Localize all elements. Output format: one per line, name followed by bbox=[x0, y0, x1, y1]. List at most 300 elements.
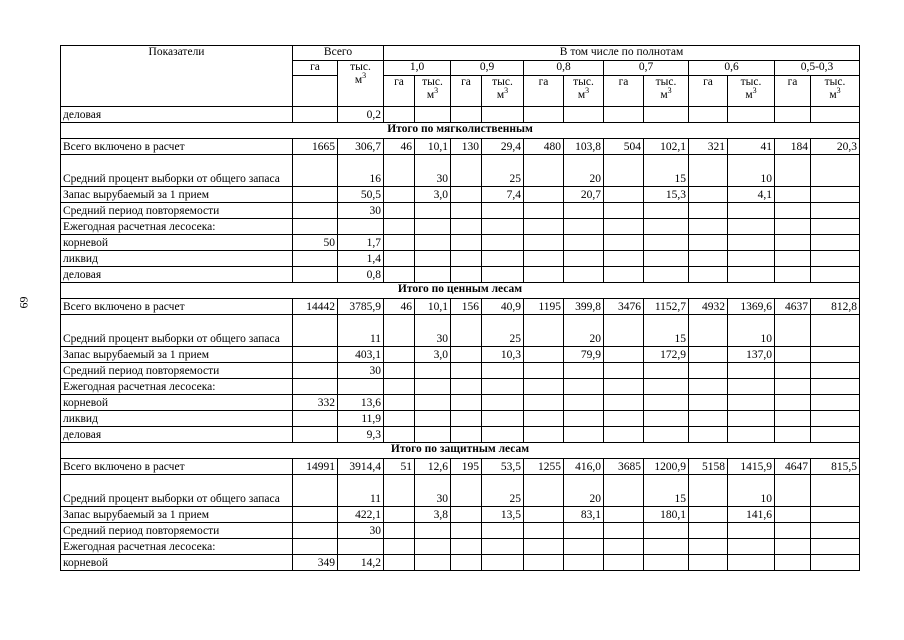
table-cell bbox=[775, 347, 811, 363]
table-cell bbox=[604, 315, 644, 347]
table-cell bbox=[775, 251, 811, 267]
table-row bbox=[61, 139, 860, 155]
table-cell bbox=[451, 363, 482, 379]
table-cell bbox=[775, 203, 811, 219]
table-cell: 15,3 bbox=[644, 187, 689, 203]
table-row bbox=[61, 315, 860, 347]
table-cell bbox=[728, 251, 775, 267]
table-cell bbox=[689, 347, 728, 363]
table-cell bbox=[604, 395, 644, 411]
table-cell: 180,1 bbox=[644, 507, 689, 523]
table-cell: 403,1 bbox=[338, 347, 384, 363]
table-cell: 1195 bbox=[524, 299, 564, 315]
table-cell bbox=[293, 363, 338, 379]
table-cell bbox=[689, 395, 728, 411]
table-cell bbox=[482, 523, 524, 539]
table-cell bbox=[293, 507, 338, 523]
table-cell bbox=[293, 347, 338, 363]
table-cell bbox=[775, 539, 811, 555]
header-density-2: 0,8 bbox=[524, 61, 604, 76]
table-cell bbox=[604, 155, 644, 187]
table-cell bbox=[451, 539, 482, 555]
header-density-ha: га bbox=[775, 76, 811, 107]
table-cell bbox=[811, 555, 860, 571]
table-cell bbox=[384, 315, 415, 347]
table-cell bbox=[775, 107, 811, 123]
table-cell: 3,0 bbox=[415, 347, 451, 363]
table-cell bbox=[451, 267, 482, 283]
table-cell: 103,8 bbox=[564, 139, 604, 155]
table-cell bbox=[604, 523, 644, 539]
row-label: Средний период повторяемости bbox=[61, 203, 293, 219]
header-by-density: В том числе по полнотам bbox=[384, 46, 860, 61]
table-cell: 15 bbox=[644, 315, 689, 347]
table-cell: 29,4 bbox=[482, 139, 524, 155]
row-label: корневой bbox=[61, 555, 293, 571]
table-cell: 12,6 bbox=[415, 459, 451, 475]
table-cell bbox=[293, 155, 338, 187]
header-density-volume: тыс. $м^3$ bbox=[415, 76, 451, 107]
table-cell bbox=[811, 187, 860, 203]
section-row bbox=[61, 283, 860, 299]
table-cell: 321 bbox=[689, 139, 728, 155]
table-cell bbox=[293, 523, 338, 539]
table-row bbox=[61, 411, 860, 427]
table-cell bbox=[728, 379, 775, 395]
table-cell: 14,2 bbox=[338, 555, 384, 571]
table-cell bbox=[644, 539, 689, 555]
table-cell: 306,7 bbox=[338, 139, 384, 155]
table-cell bbox=[811, 507, 860, 523]
table-cell: 4637 bbox=[775, 299, 811, 315]
table-cell bbox=[293, 379, 338, 395]
table-cell bbox=[524, 219, 564, 235]
table-cell bbox=[293, 539, 338, 555]
table-cell: 30 bbox=[415, 155, 451, 187]
table-cell bbox=[384, 363, 415, 379]
table-cell bbox=[604, 235, 644, 251]
table-cell: 53,5 bbox=[482, 459, 524, 475]
table-cell bbox=[604, 539, 644, 555]
table-cell bbox=[564, 523, 604, 539]
table-cell bbox=[482, 363, 524, 379]
table-cell: 3,0 bbox=[415, 187, 451, 203]
table-cell bbox=[338, 219, 384, 235]
table-cell bbox=[644, 267, 689, 283]
table-cell bbox=[524, 475, 564, 507]
table-cell bbox=[728, 539, 775, 555]
table-cell bbox=[644, 363, 689, 379]
table-row bbox=[61, 475, 860, 507]
table-row bbox=[61, 507, 860, 523]
table-cell bbox=[811, 363, 860, 379]
table-cell: 10 bbox=[728, 475, 775, 507]
table-cell bbox=[644, 219, 689, 235]
row-label: Ежегодная расчетная лесосека: bbox=[61, 219, 293, 235]
table-cell bbox=[811, 219, 860, 235]
table-cell bbox=[728, 395, 775, 411]
table-cell: 812,8 bbox=[811, 299, 860, 315]
table-cell bbox=[604, 267, 644, 283]
header-density-volume: тыс. $м^3$ bbox=[564, 76, 604, 107]
table-cell bbox=[811, 379, 860, 395]
table-cell bbox=[775, 187, 811, 203]
table-cell bbox=[482, 251, 524, 267]
table-cell bbox=[811, 395, 860, 411]
table-cell bbox=[415, 411, 451, 427]
table-cell bbox=[415, 379, 451, 395]
header-density-volume: тыс. $м^3$ bbox=[811, 76, 860, 107]
row-label: деловая bbox=[61, 107, 293, 123]
table-row bbox=[61, 555, 860, 571]
table-cell bbox=[689, 155, 728, 187]
table-cell bbox=[811, 155, 860, 187]
table-cell bbox=[644, 107, 689, 123]
row-label: Средний процент выборки от общего запаса bbox=[61, 315, 293, 347]
table-cell bbox=[482, 267, 524, 283]
table-cell bbox=[689, 219, 728, 235]
table-cell: 137,0 bbox=[728, 347, 775, 363]
table-cell: 195 bbox=[451, 459, 482, 475]
table-cell: 7,4 bbox=[482, 187, 524, 203]
table-cell bbox=[293, 475, 338, 507]
table-cell bbox=[415, 539, 451, 555]
table-cell bbox=[689, 427, 728, 443]
table-row bbox=[61, 219, 860, 235]
table-cell bbox=[384, 187, 415, 203]
section-title: Итого по мягколиственным bbox=[61, 123, 860, 139]
table-cell: 332 bbox=[293, 395, 338, 411]
table-cell bbox=[293, 267, 338, 283]
table-cell bbox=[775, 235, 811, 251]
table-cell: 4932 bbox=[689, 299, 728, 315]
table-cell bbox=[524, 411, 564, 427]
table-cell bbox=[728, 203, 775, 219]
table-cell: 10 bbox=[728, 155, 775, 187]
row-label: деловая bbox=[61, 267, 293, 283]
table-cell bbox=[689, 187, 728, 203]
table-cell bbox=[811, 347, 860, 363]
table-cell: 13,6 bbox=[338, 395, 384, 411]
table-cell bbox=[564, 555, 604, 571]
table-cell: 13,5 bbox=[482, 507, 524, 523]
table-cell: 25 bbox=[482, 315, 524, 347]
table-cell bbox=[384, 251, 415, 267]
table-cell bbox=[524, 155, 564, 187]
row-label: Всего включено в расчет bbox=[61, 459, 293, 475]
table-cell bbox=[604, 411, 644, 427]
row-label: Запас вырубаемый за 1 прием bbox=[61, 187, 293, 203]
table-cell bbox=[728, 107, 775, 123]
table-cell bbox=[415, 363, 451, 379]
table-cell: 1200,9 bbox=[644, 459, 689, 475]
row-label: Ежегодная расчетная лесосека: bbox=[61, 379, 293, 395]
table-cell: 1,7 bbox=[338, 235, 384, 251]
table-cell bbox=[689, 539, 728, 555]
table-cell: 10,1 bbox=[415, 299, 451, 315]
header-density-ha: га bbox=[604, 76, 644, 107]
table-cell bbox=[524, 347, 564, 363]
table-cell bbox=[811, 539, 860, 555]
table-cell bbox=[524, 523, 564, 539]
table-cell: 3914,4 bbox=[338, 459, 384, 475]
row-label: корневой bbox=[61, 235, 293, 251]
table-cell bbox=[775, 555, 811, 571]
header-density-ha: га bbox=[451, 76, 482, 107]
row-label: Средний процент выборки от общего запаса bbox=[61, 475, 293, 507]
table-cell bbox=[415, 203, 451, 219]
row-label: ликвид bbox=[61, 251, 293, 267]
table-cell bbox=[811, 315, 860, 347]
header-indicators: Показатели bbox=[61, 46, 293, 107]
table-cell bbox=[811, 267, 860, 283]
table-cell bbox=[524, 107, 564, 123]
table-cell bbox=[564, 107, 604, 123]
table-cell bbox=[775, 507, 811, 523]
table-cell bbox=[644, 395, 689, 411]
row-label: Запас вырубаемый за 1 прием bbox=[61, 507, 293, 523]
table-cell bbox=[524, 395, 564, 411]
table-cell: 10,1 bbox=[415, 139, 451, 155]
table-cell: 3476 bbox=[604, 299, 644, 315]
table-cell bbox=[811, 203, 860, 219]
table-cell bbox=[524, 203, 564, 219]
section-row bbox=[61, 443, 860, 459]
header-density-volume: тыс. $м^3$ bbox=[728, 76, 775, 107]
table-cell bbox=[293, 315, 338, 347]
table-cell bbox=[811, 427, 860, 443]
table-cell bbox=[415, 523, 451, 539]
section-row bbox=[61, 123, 860, 139]
table-cell bbox=[384, 427, 415, 443]
table-cell: 20 bbox=[564, 155, 604, 187]
table-cell bbox=[564, 411, 604, 427]
table-cell bbox=[689, 107, 728, 123]
header-density-1: 0,9 bbox=[451, 61, 524, 76]
table-cell bbox=[482, 235, 524, 251]
table-cell bbox=[728, 555, 775, 571]
table-cell bbox=[384, 555, 415, 571]
table-row bbox=[61, 523, 860, 539]
table-cell: 1255 bbox=[524, 459, 564, 475]
table-cell bbox=[293, 251, 338, 267]
table-cell bbox=[775, 523, 811, 539]
table-cell: 30 bbox=[415, 475, 451, 507]
table-row bbox=[61, 267, 860, 283]
table-cell: 15 bbox=[644, 155, 689, 187]
table-cell bbox=[775, 411, 811, 427]
table-cell bbox=[524, 267, 564, 283]
table-cell bbox=[384, 379, 415, 395]
table-cell: 422,1 bbox=[338, 507, 384, 523]
table-cell bbox=[451, 155, 482, 187]
table-cell bbox=[482, 411, 524, 427]
table-cell bbox=[415, 251, 451, 267]
table-cell bbox=[811, 411, 860, 427]
table-cell: 172,9 bbox=[644, 347, 689, 363]
table-cell bbox=[451, 523, 482, 539]
table-cell bbox=[482, 219, 524, 235]
table-cell: 5158 bbox=[689, 459, 728, 475]
table-cell bbox=[689, 523, 728, 539]
table-cell: 51 bbox=[384, 459, 415, 475]
table-row bbox=[61, 427, 860, 443]
row-label: ликвид bbox=[61, 411, 293, 427]
table-cell bbox=[644, 523, 689, 539]
table-cell bbox=[415, 267, 451, 283]
table-cell bbox=[775, 219, 811, 235]
table-row bbox=[61, 539, 860, 555]
table-cell bbox=[564, 379, 604, 395]
table-cell: 399,8 bbox=[564, 299, 604, 315]
table-cell bbox=[451, 475, 482, 507]
table-cell bbox=[564, 395, 604, 411]
table-cell bbox=[384, 507, 415, 523]
table-cell bbox=[524, 507, 564, 523]
table-cell bbox=[604, 219, 644, 235]
table-cell: 15 bbox=[644, 475, 689, 507]
header-total-volume: тыс. $м^3$ bbox=[338, 61, 384, 107]
table-cell: 46 bbox=[384, 139, 415, 155]
table-cell bbox=[644, 427, 689, 443]
table-cell: 0,2 bbox=[338, 107, 384, 123]
table-cell bbox=[384, 203, 415, 219]
header-density-volume: тыс. $м^3$ bbox=[482, 76, 524, 107]
table-row bbox=[61, 347, 860, 363]
table-row bbox=[61, 203, 860, 219]
table-row bbox=[61, 235, 860, 251]
table-cell bbox=[451, 315, 482, 347]
table-cell bbox=[524, 235, 564, 251]
header-density-5: 0,5-0,3 bbox=[775, 61, 860, 76]
table-row bbox=[61, 299, 860, 315]
page-number: 69 bbox=[16, 296, 31, 309]
table-cell bbox=[564, 219, 604, 235]
table-cell bbox=[564, 539, 604, 555]
table-cell: 25 bbox=[482, 475, 524, 507]
table-cell bbox=[482, 427, 524, 443]
table-cell bbox=[564, 251, 604, 267]
header-density-3: 0,7 bbox=[604, 61, 689, 76]
table-cell bbox=[384, 411, 415, 427]
table-cell bbox=[415, 107, 451, 123]
row-label: Средний процент выборки от общего запаса bbox=[61, 155, 293, 187]
header-total: Всего bbox=[293, 46, 384, 61]
table-row bbox=[61, 459, 860, 475]
table-cell: 349 bbox=[293, 555, 338, 571]
header-density-4: 0,6 bbox=[689, 61, 775, 76]
header-density-ha: га bbox=[524, 76, 564, 107]
table-cell bbox=[451, 507, 482, 523]
table-cell: 40,9 bbox=[482, 299, 524, 315]
table-cell bbox=[644, 555, 689, 571]
table-cell bbox=[338, 379, 384, 395]
table-cell bbox=[451, 411, 482, 427]
table-cell bbox=[524, 363, 564, 379]
table-cell bbox=[689, 379, 728, 395]
table-cell: 1415,9 bbox=[728, 459, 775, 475]
table-cell: 14991 bbox=[293, 459, 338, 475]
table-cell bbox=[689, 251, 728, 267]
table-cell bbox=[451, 427, 482, 443]
row-label: Средний период повторяемости bbox=[61, 523, 293, 539]
table-cell bbox=[293, 187, 338, 203]
table-cell: 504 bbox=[604, 139, 644, 155]
table-cell bbox=[482, 107, 524, 123]
table-cell: 30 bbox=[338, 363, 384, 379]
table-cell bbox=[811, 475, 860, 507]
table-cell: 1152,7 bbox=[644, 299, 689, 315]
table-cell bbox=[728, 219, 775, 235]
table-cell: 20 bbox=[564, 475, 604, 507]
table-cell: 79,9 bbox=[564, 347, 604, 363]
table-cell bbox=[482, 539, 524, 555]
table-cell: 3785,9 bbox=[338, 299, 384, 315]
section-title: Итого по защитным лесам bbox=[61, 443, 860, 459]
table-cell: 1369,6 bbox=[728, 299, 775, 315]
row-label: Ежегодная расчетная лесосека: bbox=[61, 539, 293, 555]
row-label: Всего включено в расчет bbox=[61, 299, 293, 315]
table-cell: 480 bbox=[524, 139, 564, 155]
table-cell bbox=[728, 235, 775, 251]
table-cell: 3685 bbox=[604, 459, 644, 475]
table-cell: 16 bbox=[338, 155, 384, 187]
table-cell bbox=[451, 203, 482, 219]
table-cell bbox=[604, 507, 644, 523]
table-cell bbox=[415, 235, 451, 251]
table-row bbox=[61, 155, 860, 187]
table-cell bbox=[689, 315, 728, 347]
table-cell bbox=[524, 539, 564, 555]
table-cell bbox=[604, 251, 644, 267]
table-cell bbox=[644, 251, 689, 267]
table-cell bbox=[384, 219, 415, 235]
table-cell bbox=[775, 395, 811, 411]
table-cell bbox=[451, 555, 482, 571]
table-cell bbox=[775, 315, 811, 347]
row-label: деловая bbox=[61, 427, 293, 443]
table-cell bbox=[728, 427, 775, 443]
table-cell bbox=[384, 267, 415, 283]
table-cell: 50,5 bbox=[338, 187, 384, 203]
table-cell bbox=[644, 203, 689, 219]
header-total-ha-empty bbox=[293, 76, 338, 107]
table-cell: 46 bbox=[384, 299, 415, 315]
table-cell bbox=[338, 539, 384, 555]
table-cell bbox=[451, 219, 482, 235]
table-cell bbox=[689, 235, 728, 251]
table-cell bbox=[811, 235, 860, 251]
table-cell bbox=[689, 363, 728, 379]
table-cell bbox=[604, 427, 644, 443]
header-density-ha: га bbox=[384, 76, 415, 107]
table-cell bbox=[644, 411, 689, 427]
table-cell bbox=[293, 107, 338, 123]
table-cell bbox=[384, 395, 415, 411]
table-row bbox=[61, 379, 860, 395]
table-cell bbox=[451, 235, 482, 251]
table-row bbox=[61, 395, 860, 411]
table-cell: 20,7 bbox=[564, 187, 604, 203]
table-cell bbox=[293, 411, 338, 427]
table-cell: 25 bbox=[482, 155, 524, 187]
table-cell bbox=[524, 251, 564, 267]
table-cell: 102,1 bbox=[644, 139, 689, 155]
table-cell: 184 bbox=[775, 139, 811, 155]
table-cell: 14442 bbox=[293, 299, 338, 315]
table-cell bbox=[384, 107, 415, 123]
table-cell bbox=[775, 363, 811, 379]
